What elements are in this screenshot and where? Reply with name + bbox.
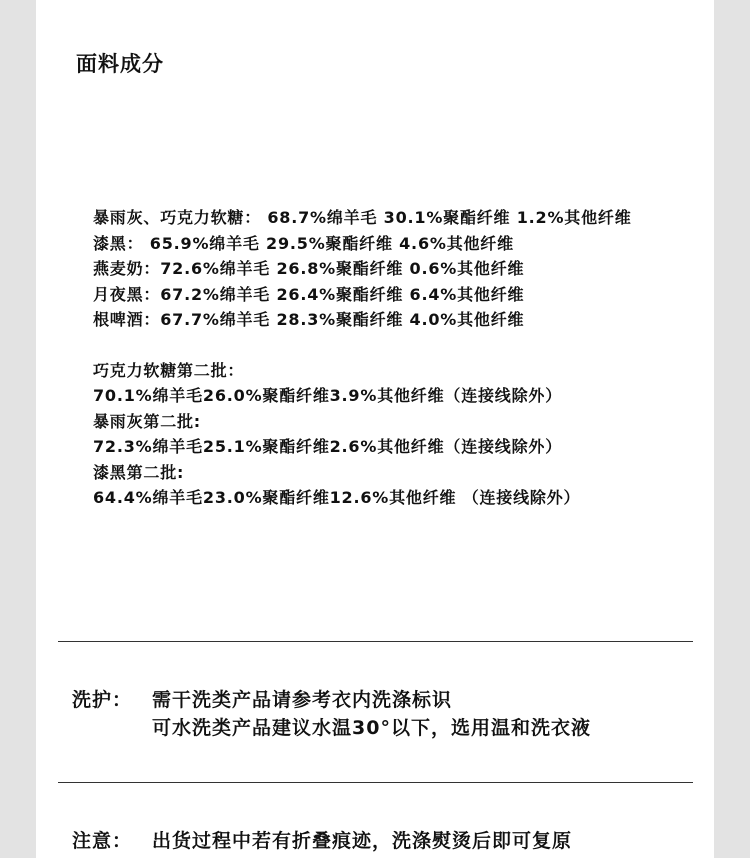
batch-line: 漆黑第二批: (93, 462, 185, 482)
composition-list (93, 205, 663, 511)
section-title: 面料成分 (76, 52, 164, 76)
composition-line: 暴雨灰、巧克力软糖： 68.7%绵羊毛 30.1%聚酯纤维 1.2%其他纤维 (93, 208, 632, 227)
batch-line: 70.1%绵羊毛26.0%聚酯纤维3.9%其他纤维（连接线除外） (93, 386, 562, 405)
note-label: 注意： (72, 830, 133, 852)
divider (58, 782, 693, 783)
product-detail-sheet (36, 0, 714, 858)
composition-line: 月夜黑：67.2%绵羊毛 26.4%聚酯纤维 6.4%其他纤维 (93, 284, 525, 304)
composition-line: 燕麦奶：72.6%绵羊毛 26.8%聚酯纤维 0.6%其他纤维 (93, 259, 525, 278)
composition-line: 漆黑： 65.9%绵羊毛 29.5%聚酯纤维 4.6%其他纤维 (93, 233, 514, 253)
spacer (93, 333, 663, 358)
batch-line: 暴雨灰第二批: (93, 411, 201, 431)
composition-line: 根啤酒：67.7%绵羊毛 28.3%聚酯纤维 4.0%其他纤维 (93, 310, 525, 329)
batch-line: 64.4%绵羊毛23.0%聚酯纤维12.6%其他纤维 （连接线除外） (93, 488, 581, 507)
batch-line: 72.3%绵羊毛25.1%聚酯纤维2.6%其他纤维（连接线除外） (93, 437, 562, 456)
care-line: 需干洗类产品请参考衣内洗涤标识 (152, 689, 453, 711)
batch-line: 巧克力软糖第二批： (93, 360, 245, 380)
divider (58, 641, 693, 642)
note-line: 出货过程中若有折叠痕迹，洗涤熨烫后即可复原 (152, 830, 573, 852)
care-line: 可水洗类产品建议水温30°以下，选用温和洗衣液 (152, 717, 591, 739)
care-label: 洗护： (72, 689, 133, 711)
